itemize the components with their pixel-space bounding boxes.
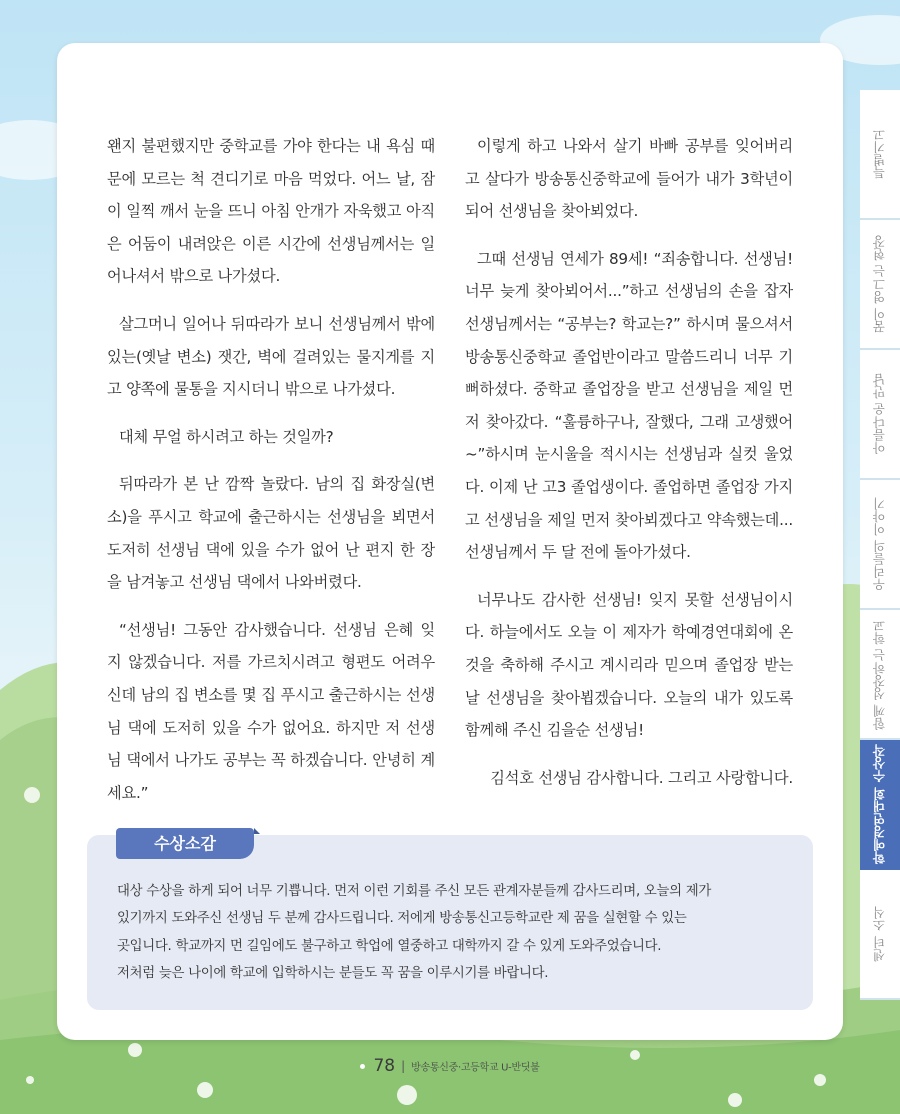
award-line: 곳입니다. 학교까지 먼 길임에도 불구하고 학업에 열중하고 대학까지 갈 수 있게 도와주었습니다.: [117, 938, 662, 954]
paragraph: 이렇게 하고 나와서 살기 바빠 공부를 잊어버리고 살다가 방송통신중학교에 들어가 내가 3학년이 되어 선생님을 찾아뵈었다.: [465, 137, 793, 221]
tab-label: 특별기고: [872, 128, 887, 180]
right-column: [465, 130, 793, 809]
section-tabs: [860, 90, 900, 1000]
closing-line: 김석호 선생님 감사합니다. 그리고 사랑합니다.: [490, 768, 793, 787]
tab-label: 우리들의 이야기: [872, 497, 887, 591]
tab-beautiful-meeting[interactable]: [860, 350, 900, 480]
bullet-dot-icon: [360, 1064, 365, 1069]
tab-growing-school[interactable]: [860, 610, 900, 740]
footer-separator: |: [401, 1059, 406, 1073]
tab-contest-winners[interactable]: [860, 740, 900, 870]
award-line: 저처럼 늦은 나이에 학교에 입학하시는 분들도 꼭 꿈을 이루시기를 바랍니다.: [117, 966, 549, 982]
left-column: [107, 130, 435, 824]
paragraph: “선생님! 그동안 감사했습니다. 선생님 은혜 잊지 않겠습니다. 저를 가르치시려고 형편도 어려우신데 남의 집 변소를 몇 집 푸시고 출근하시는 선생님 댁에 도저히 있을 수가 없어요. 하지만 저 선생님 댁에서 나가도 공부는 꼭 하겠습니다. 안녕히 계세요.”: [107, 620, 435, 802]
paragraph: 살그머니 일어나 뒤따라가 보니 선생님께서 밖에 있는(옛날 변소) 잿간, 벽에 걸려있는 물지게를 지고 양쪽에 물통을 지시더니 밖으로 나가셨다.: [107, 314, 435, 399]
award-speech-title: 수상소감: [116, 828, 254, 859]
award-speech-text: [117, 878, 797, 988]
award-line: 대상 수상을 하게 되어 너무 기쁩니다. 먼저 이런 기회를 주신 모든 관계자분들께 감사드리며, 오늘의 제가: [117, 884, 711, 899]
tab-label: 센터 소식: [872, 906, 887, 962]
paragraph: 대체 무얼 하시려고 하는 것일까?: [119, 427, 334, 446]
page-number: 78: [373, 1056, 396, 1076]
content-card: [57, 43, 843, 1040]
page-footer: [0, 1056, 900, 1076]
paragraph: 왠지 불편했지만 중학교를 가야 한다는 내 욕심 때문에 모르는 척 견디기로 마음 먹었다. 어느 날, 잠이 일찍 깨서 눈을 뜨니 아침 안개가 자욱했고 아직은 어둠이 내려앉은 이른 시간에 선생님께서는 일어나셔서 밖으로 나가셨다.: [107, 137, 435, 286]
tab-label: 꿈이 영그는 현장: [872, 234, 887, 334]
tab-dream-field[interactable]: [860, 220, 900, 350]
tab-label: 함께 성장하는 학교: [872, 618, 887, 730]
paragraph: 그때 선생님 연세가 89세! “죄송합니다. 선생님! 너무 늦게 찾아뵈어서...”하고 선생님의 손을 잡자 선생님께서는 “공부는? 학교는?” 하시며 물으셔서 방송통신중학교 졸업반이라고 말씀드리니 너무 기뻐하셨다. 중학교 졸업장을 받고 선생님을 제일 먼저 찾아갔다. “훌륭하구나, 잘했다, 그래 고생했어~”하시며 눈시울을 적시시는 선생님과 실컷 울었다. 이제 난 고3 졸업생이다. 졸업하면 졸업장 가지고 선생님을 제일 먼저 찾아뵈겠다고 약속했는데... 선생님께서 두 달 전에 돌아가셨다.: [465, 249, 793, 562]
tab-label: 아름다운 만남: [872, 373, 887, 455]
publication-name: 방송통신중·고등학교 U-반딧불: [411, 1062, 540, 1074]
paragraph: 너무나도 감사한 선생님! 잊지 못할 선생님이시다. 하늘에서도 오늘 이 제자가 학예경연대회에 온 것을 축하해 주시고 계시리라 믿으며 졸업장 받는 날 선생님을 찾아뵙겠습니다. 오늘의 내가 있도록 함께해 주신 김을순 선생님!: [465, 590, 793, 740]
tab-center-news[interactable]: [860, 870, 900, 1000]
tab-special-contribution[interactable]: [860, 90, 900, 220]
tab-label: 학예경연대회 수상작: [872, 744, 887, 864]
paragraph: 뒤따라가 본 난 깜짝 놀랐다. 남의 집 화장실(변소)을 푸시고 학교에 출근하시는 선생님을 뵈면서 도저히 선생님 댁에 있을 수가 없어 난 편지 한 장을 남겨놓고 선생님 댁에서 나와버렸다.: [107, 475, 435, 592]
tab-our-stories[interactable]: [860, 480, 900, 610]
award-line: 있기까지 도와주신 선생님 두 분께 감사드립니다. 저에게 방송통신고등학교란 제 꿈을 실현할 수 있는: [117, 911, 687, 927]
